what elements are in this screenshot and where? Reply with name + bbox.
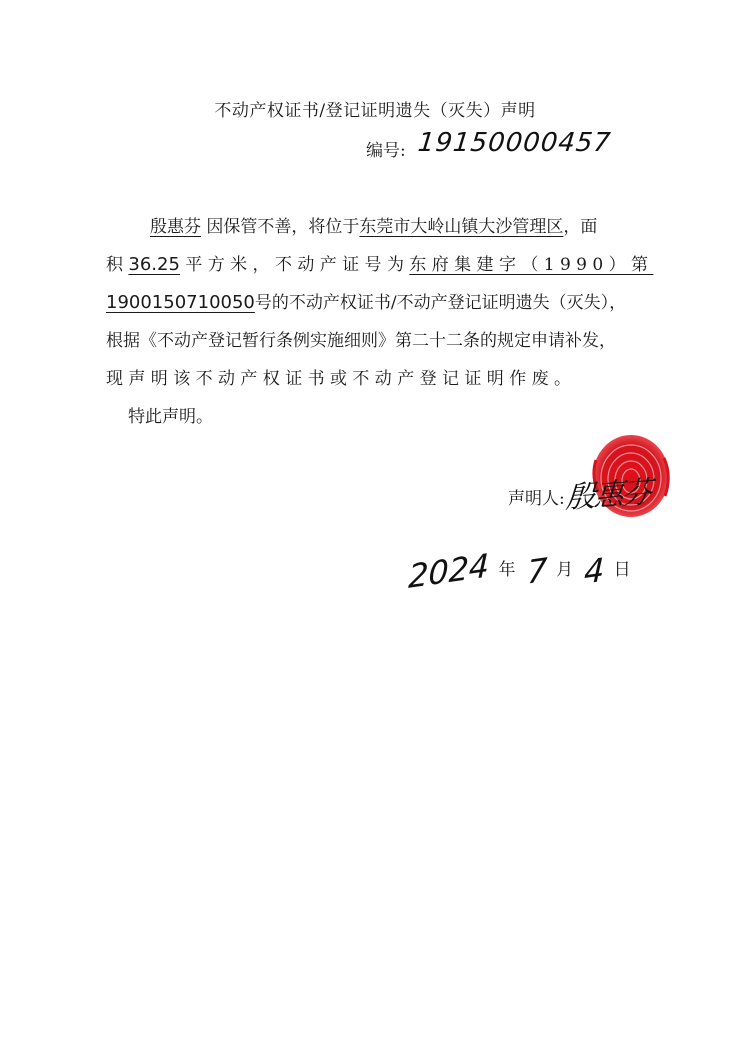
date-year-handwritten: 2024 (407, 546, 490, 596)
body-line-5 (106, 360, 648, 398)
closing-line (128, 398, 648, 436)
body-line-2-text-a: 积 (106, 255, 123, 275)
closing-text: 特此声明。 (128, 407, 213, 427)
date-row (407, 546, 637, 602)
body-line-5-text: 现声明该不动产权证书或不动产登记证明作废。 (106, 369, 577, 389)
owner-name: 殷惠芬 (150, 217, 201, 237)
number-label: 编号: (366, 141, 406, 161)
certificate-prefix: 东府集建字（1990）第 (409, 255, 654, 275)
property-area: 36.25 (128, 254, 180, 275)
body-line-2 (106, 246, 654, 284)
date-day-unit: 日 (613, 560, 631, 580)
certificate-number: 1900150710050 (106, 292, 255, 313)
date-year-unit: 年 (498, 560, 516, 580)
body-line-4 (106, 322, 648, 360)
number-value-handwritten: 19150000457 (416, 128, 613, 158)
date-month-unit: 月 (556, 560, 574, 580)
body-line-4-text: 根据《不动产登记暂行条例实施细则》第二十二条的规定申请补发， (106, 331, 616, 351)
body-line-3-text: 号的不动产权证书/不动产登记证明遗失（灭失）， (254, 293, 627, 313)
date-month-handwritten: 7 (526, 550, 548, 592)
body-line-3 (106, 284, 648, 322)
declarant-label: 声明人: (508, 489, 565, 509)
document-number-row (366, 128, 613, 166)
body-line-1-text-a: 因保管不善，将位于 (206, 217, 360, 237)
body-line-1-text-b: ，面 (563, 217, 598, 237)
declaration-body (106, 208, 654, 436)
document-title: 不动产权证书/登记证明遗失（灭失）声明 (214, 101, 536, 121)
body-line-1 (128, 208, 648, 246)
date-day-handwritten: 4 (583, 550, 606, 592)
handwritten-signature: 殷惠芬 (564, 474, 651, 517)
property-location: 东莞市大岭山镇大沙管理区 (359, 217, 564, 237)
body-line-2-text-b: 平方米，不动产证号为 (185, 255, 410, 275)
